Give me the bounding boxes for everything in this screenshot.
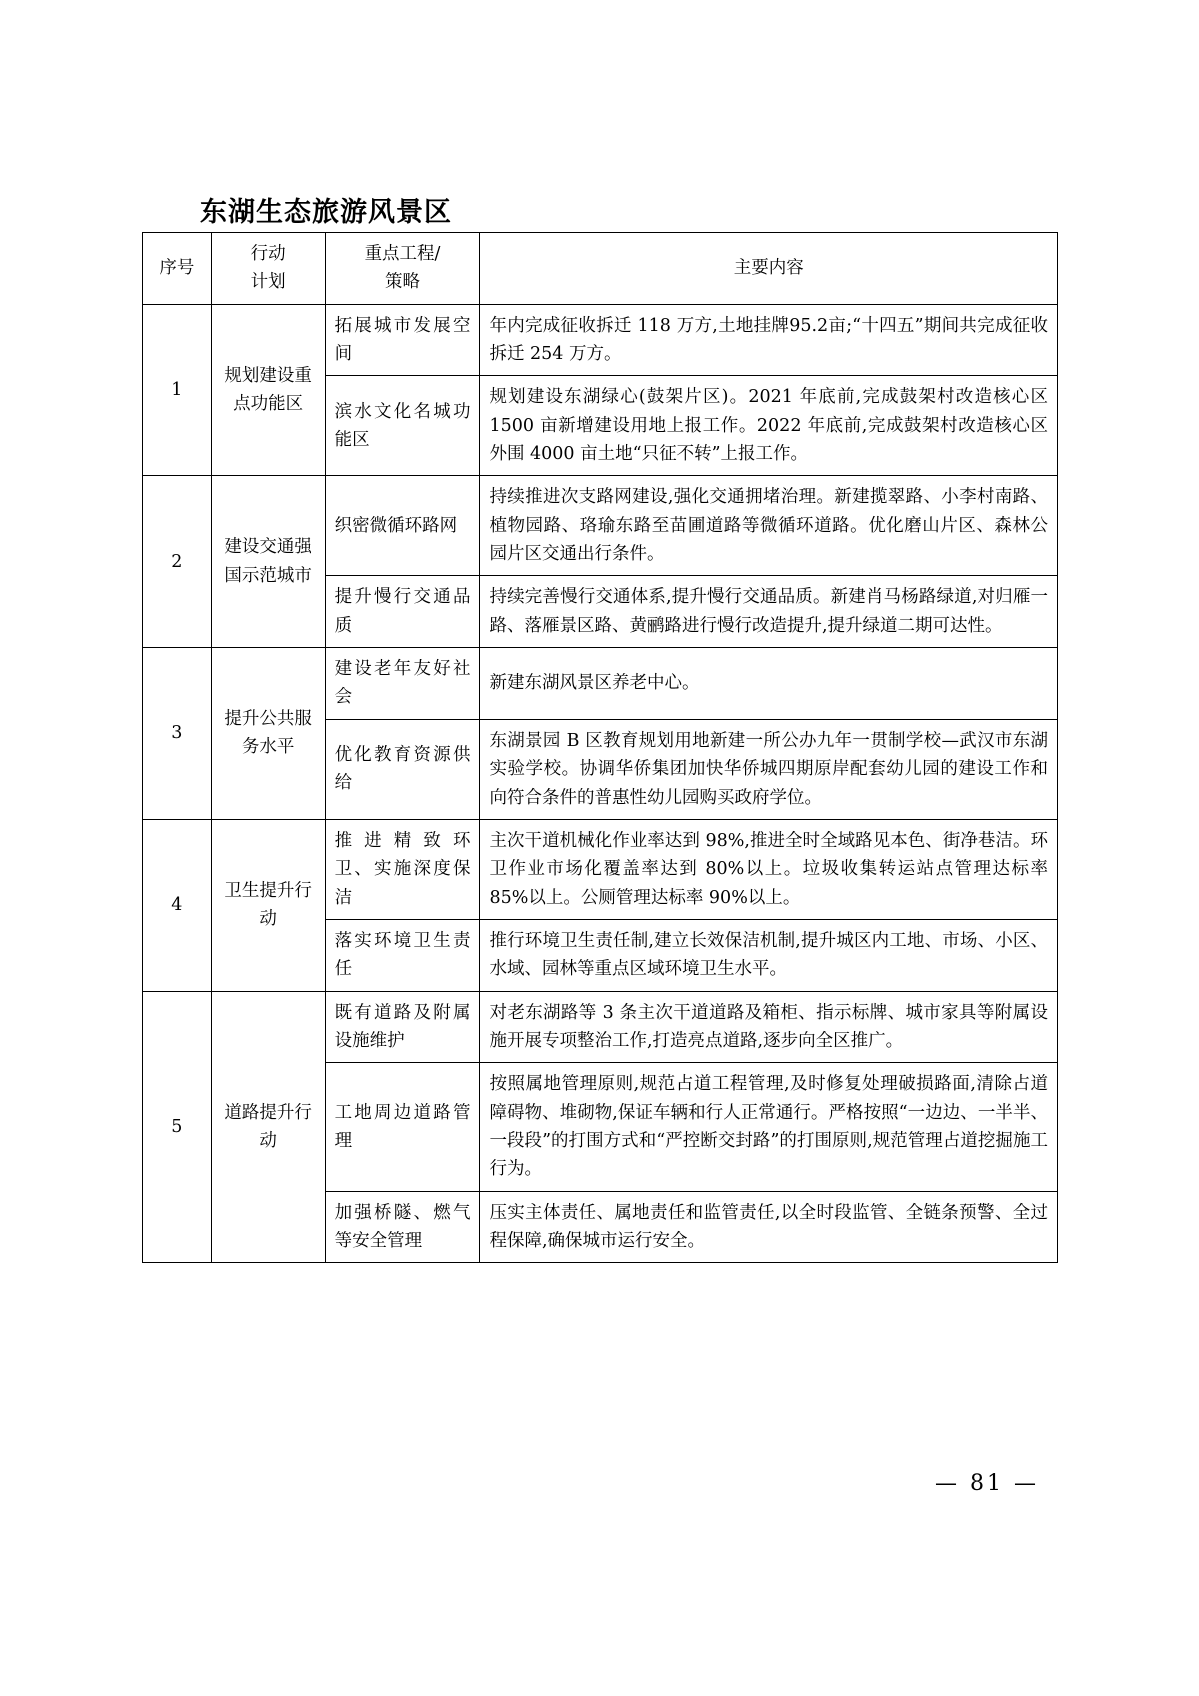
page-title: 东湖生态旅游风景区 [200,197,452,228]
row-project: 推 进 精 致 环卫、实施深度保洁 [325,819,480,919]
row-content: 推行环境卫生责任制,建立长效保洁机制,提升城区内工地、市场、小区、水域、园林等重点区域环境卫生水平。 [480,919,1058,991]
header-plan-line2: 计划 [250,272,286,293]
row-content: 持续完善慢行交通体系,提升慢行交通品质。新建肖马杨路绿道,对归雁一路、落雁景区路、黄鹂路进行慢行改造提升,提升绿道二期可达性。 [480,576,1058,648]
table-header [143,233,1058,305]
header-plan-line1: 行动 [250,244,286,264]
row-content: 对老东湖路等 3 条主次干道道路及箱柜、指示标牌、城市家具等附属设施开展专项整治工作,打造亮点道路,逐步向全区推广。 [480,991,1058,1063]
row-number: 3 [143,648,212,820]
row-number: 1 [143,304,212,476]
row-content: 主次干道机械化作业率达到 98%,推进全时全域路见本色、街净巷洁。环卫作业市场化覆盖率达到 80%以上。垃圾收集转运站点管理达标率 85%以上。公厕管理达标率 90%以上。 [480,819,1058,919]
row-plan: 提升公共服务水平 [211,648,325,820]
table-row [143,476,1058,576]
row-content: 新建东湖风景区养老中心。 [480,648,1058,720]
row-content: 东湖景园 B 区教育规划用地新建一所公办九年一贯制学校—武汉市东湖实验学校。协调华侨集团加快华侨城四期原岸配套幼儿园的建设工作和向符合条件的普惠性幼儿园购买政府学位。 [480,719,1058,819]
row-plan: 建设交通强国示范城市 [211,476,325,648]
row-content: 按照属地管理原则,规范占道工程管理,及时修复处理破损路面,清除占道障碍物、堆砌物,保证车辆和行人正常通行。严格按照“一边边、一半半、一段段”的打围方式和“严控断交封路”的打围原则,规范管理占道挖掘施工行为。 [480,1063,1058,1191]
table-row [143,819,1058,919]
row-number: 4 [143,819,212,991]
row-content: 年内完成征收拆迁 118 万方,土地挂牌95.2亩;“十四五”期间共完成征收拆迁 254 万方。 [480,304,1058,376]
table-row [143,991,1058,1063]
header-plan [211,233,325,305]
row-number: 5 [143,991,212,1263]
row-project: 滨水文化名城功能区 [325,376,480,476]
header-content: 主要内容 [480,233,1058,305]
table-body [143,304,1058,1263]
row-number: 2 [143,476,212,648]
table-header-row [143,233,1058,305]
row-project: 织密微循环路网 [325,476,480,576]
table-row [143,304,1058,376]
row-content: 持续推进次支路网建设,强化交通拥堵治理。新建揽翠路、小李村南路、植物园路、珞瑜东路至苗圃道路等微循环道路。优化磨山片区、森林公园片区交通出行条件。 [480,476,1058,576]
row-project: 拓展城市发展空间 [325,304,480,376]
row-plan: 卫生提升行动 [211,819,325,991]
row-project: 落实环境卫生责任 [325,919,480,991]
row-project: 提升慢行交通品质 [325,576,480,648]
row-plan: 规划建设重点功能区 [211,304,325,476]
header-project-line1: 重点工程/ [364,244,441,264]
row-project: 优化教育资源供给 [325,719,480,819]
row-project: 建设老年友好社会 [325,648,480,720]
row-content: 规划建设东湖绿心(鼓架片区)。2021 年底前,完成鼓架村改造核心区 1500 亩新增建设用地上报工作。2022 年底前,完成鼓架村改造核心区外围 4000 亩土地“只征不转”上报工作。 [480,376,1058,476]
row-project: 工地周边道路管理 [325,1063,480,1191]
header-no: 序号 [143,233,212,305]
page-number: — 81 — [935,1471,1039,1496]
row-project: 既有道路及附属设施维护 [325,991,480,1063]
row-content: 压实主体责任、属地责任和监管责任,以全时段监管、全链条预警、全过程保障,确保城市运行安全。 [480,1191,1058,1263]
row-project: 加强桥隧、燃气等安全管理 [325,1191,480,1263]
header-project [325,233,480,305]
row-plan: 道路提升行动 [211,991,325,1263]
action-plan-table [142,232,1058,1263]
header-project-line2: 策略 [385,272,421,293]
table-row [143,648,1058,720]
